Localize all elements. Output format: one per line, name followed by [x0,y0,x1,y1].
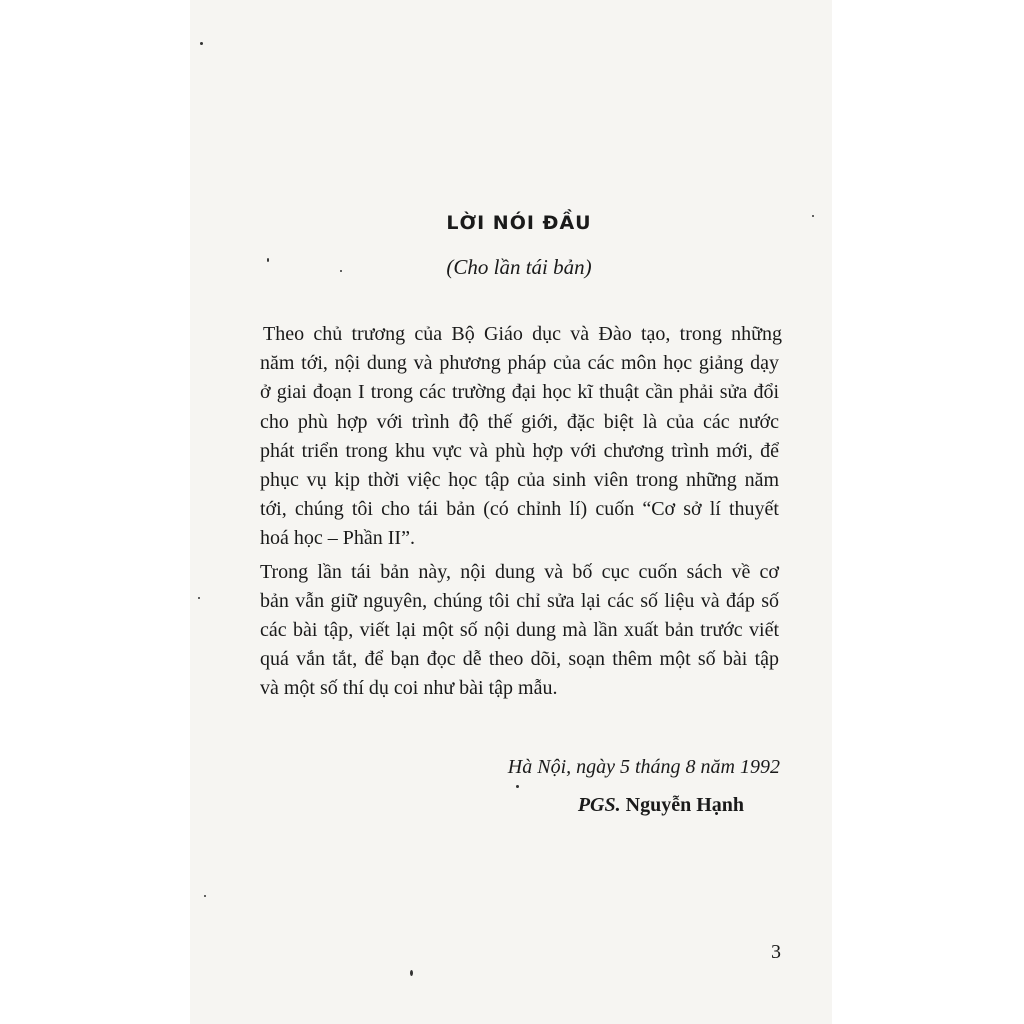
book-page [190,0,832,1024]
paper-speck [410,970,413,976]
paragraph-line: cho phù hợp với trình độ thế giới, đặc biệt là của các nước [260,410,779,433]
paragraph-line: các bài tập, viết lại một số nội dung mà lần xuất bản trước viết [260,619,779,642]
paragraph-line: và một số thí dụ coi như bài tập mẫu. [260,677,558,700]
page-title: LỜI NÓI ĐẦU [446,212,592,234]
page-subtitle: (Cho lần tái bản) [446,255,592,279]
paper-speck [516,785,519,788]
signature-block [508,748,780,824]
paragraph-line: quá vắn tắt, để bạn đọc dễ theo dõi, soạn thêm một số bài tập [260,648,779,671]
signature-author-line [508,786,744,824]
paragraph-line: tới, chúng tôi cho tái bản (có chỉnh lí) cuốn “Cơ sở lí thuyết [260,498,779,521]
paragraph-line: Trong lần tái bản này, nội dung và bố cục cuốn sách về cơ [260,560,779,583]
paper-speck [198,597,200,599]
paper-speck [812,215,814,217]
paragraph-2 [257,558,779,704]
paper-speck [204,895,206,897]
paragraph-line: bản vẫn giữ nguyên, chúng tôi chỉ sửa lại các số liệu và đáp số [260,589,779,612]
paragraph-line: ở giai đoạn I trong các trường đại học kĩ thuật cần phải sửa đổi [260,381,779,404]
page-number: 3 [771,941,781,963]
paragraph-line: năm tới, nội dung và phương pháp của các môn học giảng dạy [260,352,779,375]
author-name: Nguyễn Hạnh [625,794,744,816]
paper-speck [340,270,342,272]
paragraph-line: Theo chủ trương của Bộ Giáo dục và Đào tạo, trong những [263,323,782,345]
paragraph-line: phát triển trong khu vực và phù hợp với chương trình mới, để [260,439,779,462]
paragraph-line: hoá học – Phần II”. [260,527,415,550]
paragraph-1 [257,320,782,554]
preface-body [257,320,782,704]
author-degree: PGS. [577,794,621,816]
paper-speck [200,42,203,45]
paper-speck [267,258,269,262]
paragraph-line: phục vụ kịp thời việc học tập của sinh viên trong những năm [260,469,779,492]
signature-date: Hà Nội, ngày 5 tháng 8 năm 1992 [507,756,780,778]
